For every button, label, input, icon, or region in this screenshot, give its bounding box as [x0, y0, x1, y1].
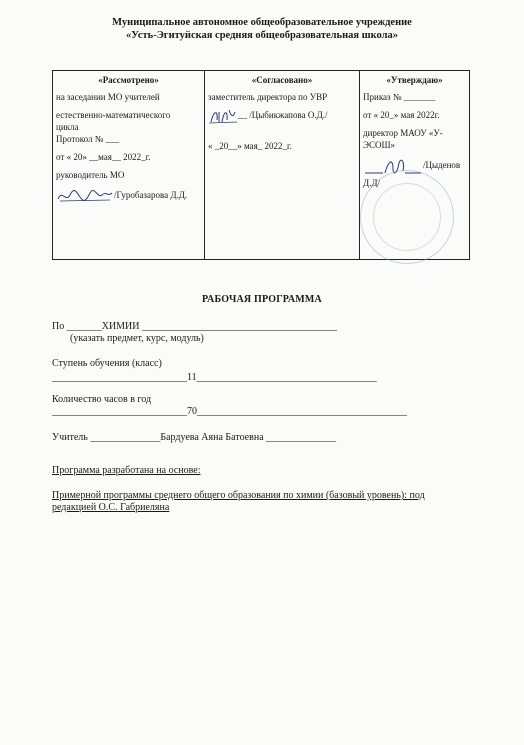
basis-text-line1: Примерной программы среднего общего образования по химии (базовый уровень): под — [52, 490, 425, 501]
agreed-line1: заместитель директора по УВР — [208, 92, 328, 102]
approved-date: от « 20_» мая 2022г. — [363, 110, 440, 120]
approved-cell — [360, 71, 470, 260]
school-header-line1: Муниципальное автономное общеобразовательное учреждение — [112, 17, 412, 28]
approved-title: «Утверждаю» — [386, 75, 443, 85]
document-title: РАБОЧАЯ ПРОГРАММА — [202, 294, 322, 305]
teacher-line: Учитель ______________Бардуева Аяна Батоевна ______________ — [52, 432, 337, 443]
approval-table — [52, 70, 470, 260]
grade-line: ___________________________11____________________________________ — [52, 372, 377, 383]
grade-label: Ступень обучения (класс) — [52, 358, 162, 369]
approved-director: директор МАОУ «У-ЭСОШ» — [363, 128, 443, 150]
agreed-date: « _20__» мая_ 2022_г. — [208, 141, 292, 151]
signature-tsydenov — [363, 155, 423, 177]
considered-signature-name: /Гуробазарова Д.Д. — [114, 190, 188, 201]
considered-head-label: руководитель МО — [56, 170, 125, 180]
considered-protocol: Протокол № ___ — [56, 134, 120, 144]
considered-line2: естественно-математического — [56, 110, 171, 120]
signature-tsybikzhapova — [208, 106, 238, 126]
agreed-signature-name: __ /Цыбикжапова О.Д./ — [238, 110, 328, 121]
basis-text-line2: редакцией О.С. Габриеляна — [52, 502, 170, 513]
subject-line: По _______ХИМИИ _______________________________________ — [52, 321, 337, 332]
signature-gurobazarova — [56, 187, 114, 205]
approved-signature-name: /Цыденов Д.Д/ — [363, 160, 461, 188]
considered-title: «Рассмотрено» — [98, 75, 159, 85]
considered-cell — [53, 71, 205, 260]
school-header-line2: «Усть-Эгитуйская средняя общеобразовательная школа» — [126, 30, 398, 41]
basis-label: Программа разработана на основе: — [52, 465, 201, 476]
subject-hint: (указать предмет, курс, модуль) — [70, 333, 204, 344]
agreed-cell — [205, 71, 360, 260]
hours-label: Количество часов в год — [52, 394, 152, 405]
considered-line1: на заседании МО учителей — [56, 92, 160, 102]
considered-date: от « 20» __мая__ 2022_г. — [56, 152, 151, 162]
approved-order: Приказ № _______ — [363, 92, 436, 102]
school-header — [0, 16, 524, 42]
agreed-title: «Согласовано» — [251, 75, 313, 85]
considered-line3: цикла — [56, 122, 79, 132]
hours-line: ___________________________70__________________________________________ — [52, 406, 407, 417]
